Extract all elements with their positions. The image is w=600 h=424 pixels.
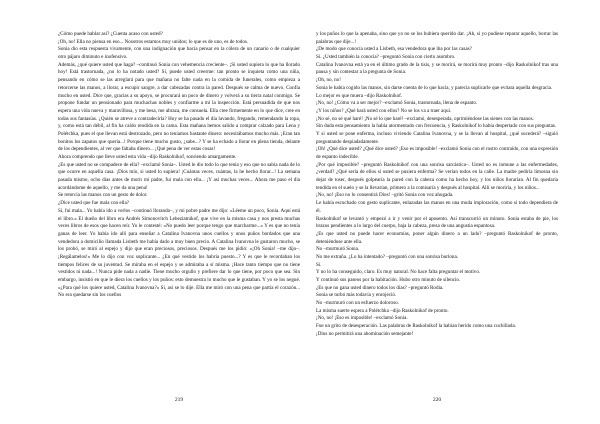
paragraph: No –murmuró Sonia. xyxy=(316,246,360,253)
paragraph: ¡No sé, no sé qué haré! ¡No sé lo que haré! –exclamó, desesperada, oprimiéndose las sienes con las manos. xyxy=(316,115,534,122)
right-page xyxy=(316,31,558,421)
paragraph: Y continuó sus paseos por la habitación. Hubo otro minuto de silencio. xyxy=(316,277,461,283)
paragraph: Le había escuchado con gesto suplicante, enlazadas las manos en una muda imploración, como si todo dependiera de él. xyxy=(316,200,558,214)
paragraph: Catalina Ivanovna está ya en el último grado de la tisis, y se morirá, se morirá muy pronto –dijo Raskolnikof tras una pausa y sin contestar a la pregunta de Sonia. xyxy=(316,61,558,76)
paragraph: Sí. xyxy=(316,261,322,268)
paragraph: Raskolnikof se levantó y empezó a ir y venir por el aposento. Así transcurrió un minuto. Sonia estaba de pie, los brazos pendientes a lo largo del cuerpo, baja la cabeza, presa de una angustia espantosa. xyxy=(316,215,558,230)
paragraph: Sin duda esta pensamiento la había atormentado con frecuencia, y Raskolnikof lo había despertado con sus preguntas. xyxy=(316,123,557,130)
paragraph: y los puños lo que la apenaba, sino que yo no se los hubiera querido dar. ¡Ah, si yo pudiese reparar aquello, borrar las palabras que dije...! xyxy=(316,31,558,45)
paragraph: Ahora comprendo que lleve usted esta vida –dijo Raskolnikof, sonriendo amargamente. xyxy=(58,154,237,160)
paragraph: Sonia dio esta respuesta vivamente, con una indignación que hacía pensar en la cólera de un canario o de cualquier otro pájaro diminuto e inofensivo. xyxy=(58,46,300,61)
right-page-text xyxy=(316,31,558,339)
paragraph: ¡Oh, no, no! xyxy=(316,77,341,84)
left-page-text xyxy=(58,31,300,300)
paragraph: ¡Oh! ¿Qué dice usted? ¿Qué dice usted? ¡Eso es imposible! –exclamó Sonia con el rostro contraído, con una expresión de espanto indecible. xyxy=(316,146,558,160)
paragraph: No –murmuró con un esfuerzo doloroso. xyxy=(316,300,399,307)
paragraph: Sí, fui mala... Yo había ido a verlos –continuó llorando–, y mi pobre padre me dijo: «Léeme un poco, Sonia. Aquí está el libro.» El dueño del libro era Andrés Simonovitch Lebeziatnikof, que vive en la misma casa y nos presta muchas veces libros de esos que hacen reír. Yo le contesté: «No puedo leer porque tengo que marcharme...» Y es que no tenía ganas de leer. Yo había ido allí para enseñar a Catalina Ivanovna unos cuellos y unos puños bordados que una vendedora a domicilio llamada Lisbeth me había dado a muy buen precio. A Catalina Ivanovna le gustaron mucho, se los probó, se miró al espejo y dijo que eran preciosos, preciosos. Después me los pidió: «¡Oh Sonia! –me dijo–. ¡Regálamelos!» Me lo dijo con voz suplicante... ¿En qué vestido los habría puesto...? Y es que le recordaban los tiempos felices de su juventud. Se miraba en el espejo y se admiraba a sí misma. ¡Hace tanto tiempo que no tiene vestidos ni nada...! Nunca pide nada a nadie. Tiene mucho orgullo y prefiere dar lo que tiene, por poco que sea. Sin embargo, insistió en que le diera los cuellos y los puños: esto demuestra lo mucho que le gustaban. Y yo se los negué. «¿Para qué los quiere usted, Catalina Ivanovna?» Sí, así se lo dije. Ella me miró con una pena que partía el corazón... No era quedarse sin los cuellos xyxy=(58,207,300,299)
paragraph: ¿Dice usted que fue mala con ella? xyxy=(58,200,129,207)
paragraph: La misma suerte espera a Polétchka –dijo Raskolnikof de pronto. xyxy=(316,307,449,314)
paragraph: Sí. ¿Usted también la conocía? –preguntó Sonia con cierto asombro. xyxy=(316,54,456,61)
paragraph: Lo mejor es que muera –dijo Raskolnikof. xyxy=(316,92,403,99)
paragraph: Además, ¿qué quiere usted que haga? –continuó Sonia con vehemencia creciente–. ¡Si usted supiera lo que ha llorado hoy! Está trastornada, ¿no lo ha notado usted? Sí, puede usted creerme: tan pronto se inquieta como una niña, pensando en cómo se las arreglará para que mañana no falte nada en la comida de funerales, como empieza a retorcerse las manos, a llorar, a escupir sangre, a dar cabezadas contra la pared. Después se calma de nuevo. Confía mucho en usted. Dice que, gracias a su apoyo, se procurará un poco de dinero y volverá a su tierra natal conmigo. Se propone fundar un pensionado para muchachas nobles y confiarme a mí la inspección. Está persuadida de que nos espera una vida nueva y maravillosa, y me besa, me abraza, me consuela. Ella cree firmemente en lo que dice, cree en todas sus fantasías. ¿Quién se atreve a contradecirla? Hoy se ha pasado el día lavando, fregando, remendando la ropa, y, como está tan débil, al fin ha caído rendida en la cama. Esta mañana hemos salido a comprar calzado para Lena y Polétchka, pues el que llevan está destrozado, pero no teníamos bastante dinero: necesitábamos mucho más. ¡Eran tan bonitos los zapatos que quería...! Porque tiene mucho gusto, ¿sabe...? Y se ha echado a llorar en plena tienda, delante de los dependientes, al ver que faltaba dinero... ¡Qué pena de ver estas cosas! xyxy=(58,61,300,153)
paragraph: Fue un grito de desesperación. Las palabras de Raskolnikof la habían herido como una cuchillada. xyxy=(316,323,517,330)
paragraph: ¿Cómo puede hablar así? ¿Cuenta acaso con usted? xyxy=(58,31,163,37)
left-page xyxy=(58,31,300,421)
paragraph: ¡No, no! ¿Cómo va a ser mejor? –exclamó Sonia, trastornada, llena de espanto. xyxy=(316,100,478,107)
page-number-right: 220 xyxy=(432,397,442,403)
paragraph: Y si usted se pone enferma, incluso viviendo Catalina Ivanovna, y se la llevan al hospital, ¿qué sucederá? –siguió preguntando despiadadamente. xyxy=(316,130,558,145)
paragraph: Se retorcía las manos con un gesto de dolor. xyxy=(58,192,148,199)
paragraph: ¡Oh, no! Ella no piensa en eso... Nosotros estamos muy unidos; lo que es de uno, es de todos. xyxy=(58,38,249,45)
paragraph: ¿Es que no gana usted dinero todos los días? –preguntó Rodia. xyxy=(316,284,444,291)
paragraph: ¿Y los niños? ¿Qué hará usted con ellos? No se los va a traer aquí. xyxy=(316,107,452,114)
paragraph: Sonia se turbó más todavía y enrojeció. xyxy=(316,292,397,299)
paragraph: ¿Es que usted no puede hacer economías, poner algún dinero a un lado? –preguntó Raskolnikof de pronto, deteniéndose ante ella. xyxy=(316,230,558,245)
paragraph: ¡No, no! ¡Eso no lo consentirá Dios! –gritó Sonia con voz ahogada. xyxy=(316,192,454,199)
page-number-left: 219 xyxy=(174,397,184,403)
paragraph: Y no lo ha conseguido, claro. Es muy natural. No hace falta preguntar el motivo. xyxy=(316,269,481,276)
paragraph: ¿Es que usted no se compadece de ella? –exclamó Sonia–. Usted le dio todo lo que tenía y eso que no sabía nada de lo que ocurre en aquella casa. ¡Dios mío, si usted lo supiera! ¡Cuántas veces, cuántas, la he hecho llorar...! La semana pasada mismo, ocho días antes de morir mi padre, fui mala con ella... ¡Y así muchas veces... Ahora me paso el día acordándome de aquello, y me da una pena! xyxy=(58,161,300,191)
paragraph: ¿Por qué imposible? –preguntó Raskolnikof con una sonrisa sarcástica–. Usted no es inmune a las enfermedades, ¿verdad? ¿Qué sería de ellos si usted se pusiera enferma? Se verían todos en la calle. La madre pediría limosna sin dejar de toser, después golpearía la pared con la cabeza como ha hecho hoy, y los niños llorarían. Al fin quedaría tendida en el suelo y se la llevarían, primero a la comisaría y después al hospital. Allí se moriría, y los niños... xyxy=(316,161,558,191)
paragraph: ¡Dios no permitirá una abominación semejante! xyxy=(316,330,414,337)
paragraph: ¿De modo que conocía usted a Lisbeth, esa vendedora que iba por las casas? xyxy=(316,46,472,53)
paragraph: Sonia le había cogido las manos, sin darse cuenta de lo que hacía, y parecía suplicarle que evitara aquella desgracia. xyxy=(316,84,553,91)
paragraph: ¡No, no! ¡Eso es imposible! –exclamó Sonia. xyxy=(316,315,408,322)
paragraph: No me extraña. ¿Lo ha intentado? –preguntó con una sonrisa burlona. xyxy=(316,253,459,260)
